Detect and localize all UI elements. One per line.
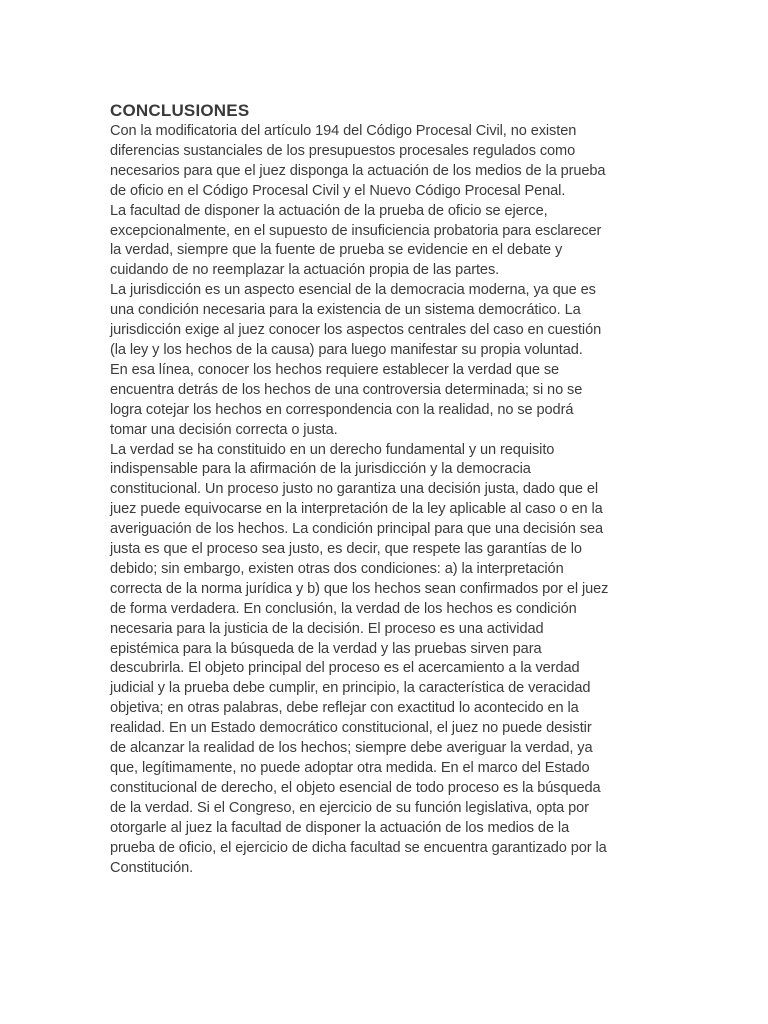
paragraph-line: tomar una decisión correcta o justa. xyxy=(110,421,338,438)
paragraph-line: logra cotejar los hechos en correspondencia con la realidad, no se podrá xyxy=(110,401,574,418)
paragraph-line: debido; sin embargo, existen otras dos condiciones: a) la interpretación xyxy=(110,560,564,577)
paragraph-line: la verdad, siempre que la fuente de prueba se evidencie en el debate y xyxy=(110,242,563,259)
paragraph-line: epistémica para la búsqueda de la verdad y las pruebas sirven para xyxy=(110,640,542,657)
paragraph-line: de forma verdadera. En conclusión, la verdad de los hechos es condición xyxy=(110,600,577,617)
paragraph-3 xyxy=(110,281,670,361)
paragraph-line: realidad. En un Estado democrático constitucional, el juez no puede desistir xyxy=(110,720,592,737)
paragraph-line: La jurisdicción es un aspecto esencial de la democracia moderna, ya que es xyxy=(110,282,596,299)
paragraph-line: prueba de oficio, el ejercicio de dicha facultad se encuentra garantizado por la xyxy=(110,839,607,856)
paragraph-line: (la ley y los hechos de la causa) para luego manifestar su propia voluntad. xyxy=(110,341,583,358)
paragraph-line: encuentra detrás de los hechos de una controversia determinada; si no se xyxy=(110,381,583,398)
conclusions-body xyxy=(110,122,670,878)
paragraph-line: jurisdicción exige al juez conocer los aspectos centrales del caso en cuestión xyxy=(110,322,602,339)
paragraph-line: indispensable para la afirmación de la jurisdicción y la democracia xyxy=(110,461,531,478)
paragraph-line: objetiva; en otras palabras, debe reflejar con exactitud lo acontecido en la xyxy=(110,700,579,717)
paragraph-2 xyxy=(110,202,670,282)
paragraph-line: La verdad se ha constituido en un derecho fundamental y un requisito xyxy=(110,441,555,458)
paragraph-line: de oficio en el Código Procesal Civil y el Nuevo Código Procesal Penal. xyxy=(110,182,566,199)
paragraph-line: Constitución. xyxy=(110,859,194,876)
paragraph-line: de alcanzar la realidad de los hechos; siempre debe averiguar la verdad, ya xyxy=(110,740,593,757)
paragraph-line: necesarios para que el juez disponga la actuación de los medios de la prueba xyxy=(110,162,606,179)
paragraph-line: En esa línea, conocer los hechos requiere establecer la verdad que se xyxy=(110,361,560,378)
paragraph-line: constitucional. Un proceso justo no garantiza una decisión justa, dado que el xyxy=(110,481,598,498)
paragraph-line: de la verdad. Si el Congreso, en ejercicio de su función legislativa, opta por xyxy=(110,799,589,816)
paragraph-line: justa es que el proceso sea justo, es decir, que respete las garantías de lo xyxy=(110,541,582,558)
paragraph-line: otorgarle al juez la facultad de disponer la actuación de los medios de la xyxy=(110,819,570,836)
paragraph-line: descubrirla. El objeto principal del proceso es el acercamiento a la verdad xyxy=(110,660,580,677)
paragraph-line: correcta de la norma jurídica y b) que los hechos sean confirmados por el juez xyxy=(110,580,609,597)
paragraph-line: juez puede equivocarse en la interpretación de la ley aplicable al caso o en la xyxy=(110,501,603,518)
paragraph-line: judicial y la prueba debe cumplir, en principio, la característica de veracidad xyxy=(110,680,591,697)
document-page xyxy=(110,100,670,878)
paragraph-1 xyxy=(110,122,670,202)
paragraph-line: La facultad de disponer la actuación de la prueba de oficio se ejerce, xyxy=(110,202,548,219)
paragraph-line: necesaria para la justicia de la decisión. El proceso es una actividad xyxy=(110,620,544,637)
paragraph-line: cuidando de no reemplazar la actuación propia de las partes. xyxy=(110,262,500,279)
paragraph-line: que, legítimamente, no puede adoptar otra medida. En el marco del Estado xyxy=(110,760,590,776)
paragraph-line: diferencias sustanciales de los presupuestos procesales regulados como xyxy=(110,142,576,159)
paragraph-line: constitucional de derecho, el objeto esencial de todo proceso es la búsqueda xyxy=(110,779,601,796)
paragraph-line: excepcionalmente, en el supuesto de insuficiencia probatoria para esclarecer xyxy=(110,222,602,239)
paragraph-line: averiguación de los hechos. La condición principal para que una decisión sea xyxy=(110,521,603,538)
paragraph-5 xyxy=(110,441,670,879)
paragraph-line: Con la modificatoria del artículo 194 del Código Procesal Civil, no existen xyxy=(110,123,577,139)
conclusions-heading: CONCLUSIONES xyxy=(110,101,250,120)
paragraph-line: una condición necesaria para la existencia de un sistema democrático. La xyxy=(110,302,581,319)
paragraph-4 xyxy=(110,361,670,441)
